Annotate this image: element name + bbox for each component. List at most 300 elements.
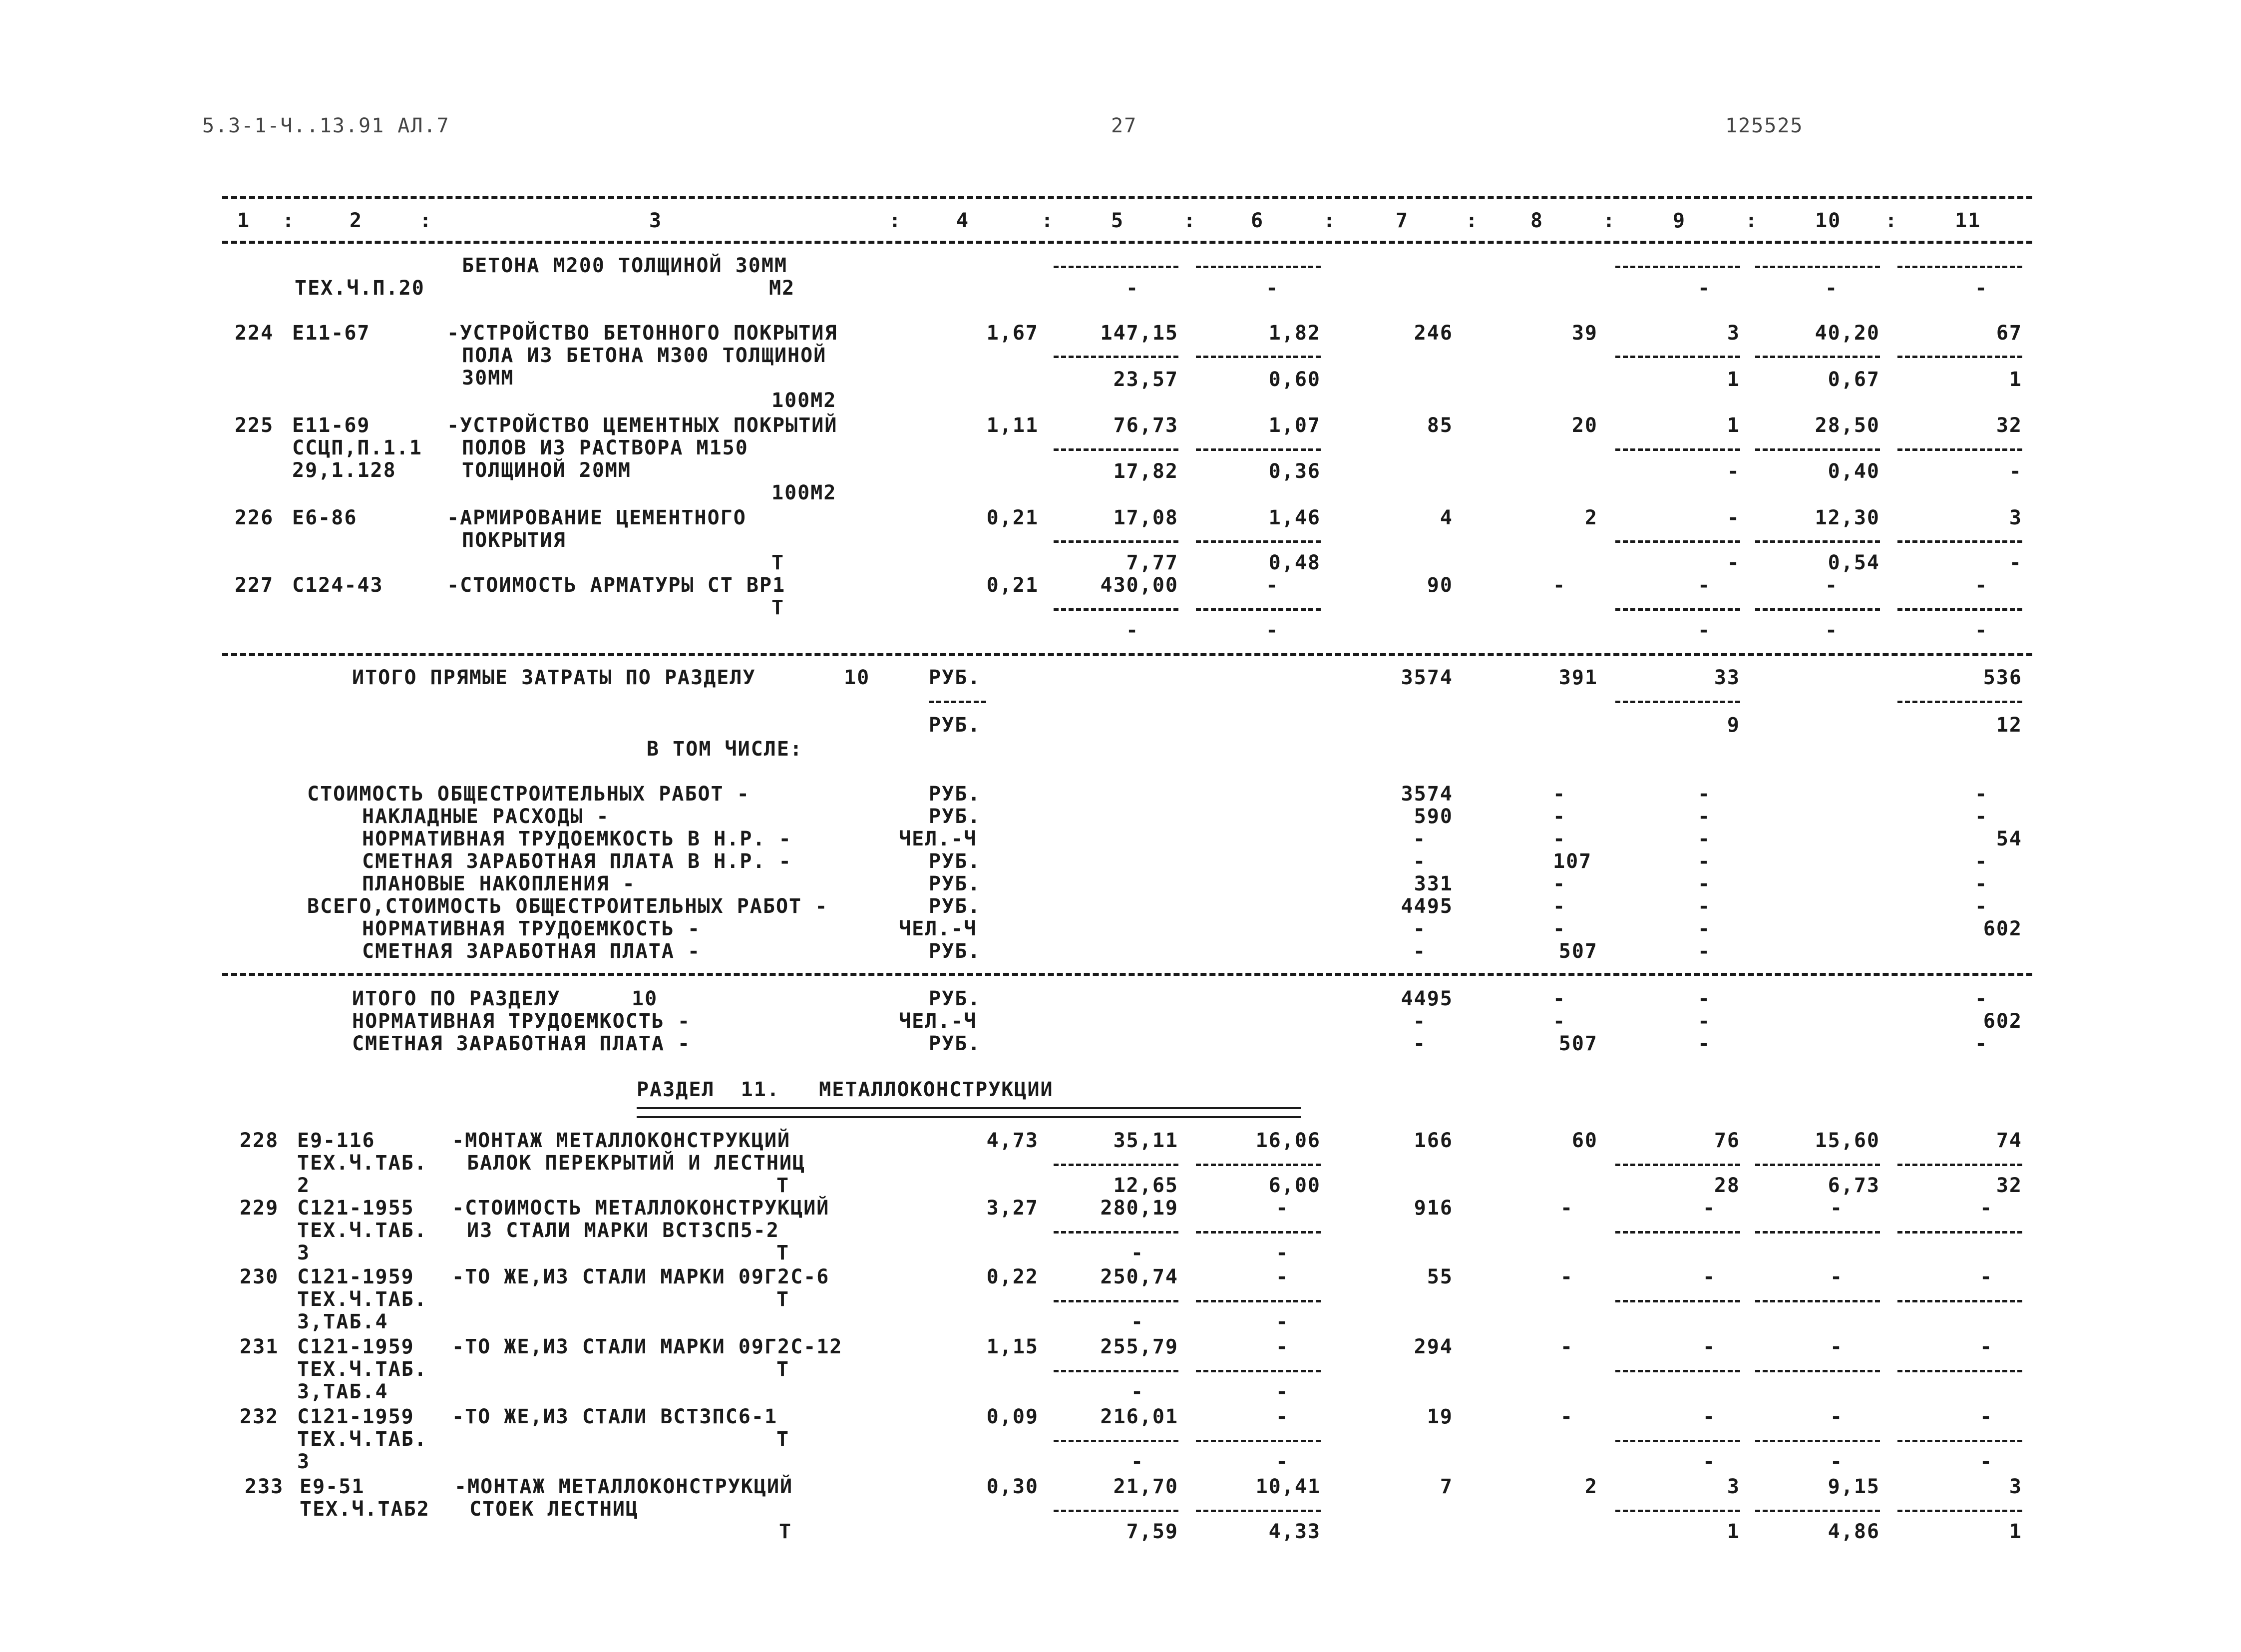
row-dash — [1615, 1440, 1740, 1442]
row-c11b: - — [2009, 551, 2022, 574]
summary-c9: - — [1698, 872, 1711, 895]
row-description: -МОНТАЖ МЕТАЛЛОКОНСТРУКЦИЙ — [452, 1129, 791, 1152]
row-c7: 294 — [1414, 1335, 1453, 1358]
row-number: 227 — [235, 574, 274, 597]
total-razdel: 10 — [844, 666, 870, 689]
row-dash — [1196, 1510, 1321, 1512]
header-rule-bottom — [222, 241, 2032, 244]
total-c11: 536 — [1983, 666, 2022, 689]
row-c9: - — [1703, 1405, 1716, 1428]
summary-c7: 4495 — [1401, 895, 1453, 918]
row-number: 226 — [235, 506, 274, 529]
row-description: СТОЕК ЛЕСТНИЦ — [469, 1498, 639, 1521]
row-c5b: 7,59 — [1126, 1520, 1178, 1543]
row-number: 231 — [240, 1335, 279, 1358]
row-c5: 216,01 — [1100, 1405, 1178, 1428]
summary-unit: ЧЕЛ.-Ч — [899, 827, 977, 850]
row-c7: 55 — [1427, 1265, 1453, 1288]
row-dash — [1054, 1164, 1178, 1166]
section-total-c11: - — [1975, 1032, 1988, 1055]
row-code: С124-43 — [292, 574, 383, 597]
summary-unit: РУБ. — [929, 783, 981, 806]
col-sep: : — [282, 209, 296, 232]
total-dash — [1615, 701, 1740, 703]
row-c8: 20 — [1571, 414, 1598, 437]
row-c5b: - — [1131, 1450, 1144, 1473]
col-sep: : — [1466, 209, 1479, 232]
row-code: С121-1959 — [297, 1335, 414, 1358]
row-number: 233 — [245, 1475, 284, 1498]
row-number: 228 — [240, 1129, 279, 1152]
row-c11b: - — [1975, 619, 1988, 642]
row-c8: - — [1560, 1405, 1574, 1428]
row-c5b: 12,65 — [1113, 1174, 1178, 1197]
row-c10: 12,30 — [1815, 506, 1880, 529]
page-number: 27 — [1111, 114, 1137, 137]
summary-label: ПЛАНОВЫЕ НАКОПЛЕНИЯ - — [362, 872, 636, 895]
row-c6b: - — [1266, 619, 1279, 642]
col-sep: : — [1885, 209, 1898, 232]
row-dash — [1196, 448, 1321, 451]
summary-c7: - — [1413, 827, 1427, 850]
row-code: 29,1.128 — [292, 459, 396, 482]
row-c8: 60 — [1571, 1129, 1598, 1152]
row-c11: - — [1980, 1265, 1993, 1288]
row-c6: - — [1266, 574, 1279, 597]
row-dash — [1196, 356, 1321, 358]
row-c11b: 32 — [1996, 1174, 2022, 1197]
header-rule-top — [222, 196, 2032, 199]
row-code: ТЕХ.Ч.ТАБ. — [297, 1288, 427, 1311]
row-c7: 916 — [1414, 1197, 1453, 1220]
row-dash — [1897, 1510, 2022, 1512]
row-qty: 1,67 — [986, 322, 1039, 345]
summary-label: СТОИМОСТЬ ОБЩЕСТРОИТЕЛЬНЫХ РАБОТ - — [307, 783, 750, 806]
row-c10: - — [1830, 1265, 1844, 1288]
row-c5: 250,74 — [1100, 1265, 1178, 1288]
row-c9: 1 — [1727, 414, 1740, 437]
row-dash — [1897, 1164, 2022, 1166]
row-c5: 280,19 — [1100, 1197, 1178, 1220]
row-c7: 246 — [1414, 322, 1453, 345]
summary-c11: 602 — [1983, 917, 2022, 940]
row-dash — [1615, 1300, 1740, 1302]
section-total-c8: - — [1553, 987, 1566, 1010]
row-unit: Т — [776, 1428, 790, 1451]
row-c10: - — [1830, 1197, 1844, 1220]
row-c9: - — [1703, 1197, 1716, 1220]
total-c9b: 9 — [1727, 714, 1740, 737]
row-dash — [1615, 1164, 1740, 1166]
row-description: ПОЛОВ ИЗ РАСТВОРА М150 — [462, 436, 748, 459]
row-c6b: 0,60 — [1268, 368, 1321, 391]
summary-c7: 590 — [1414, 805, 1453, 828]
summary-c11: - — [1975, 872, 1988, 895]
row-c11b: - — [2009, 460, 2022, 483]
total-c7: 3574 — [1401, 666, 1453, 689]
section-total-c11: 602 — [1983, 1010, 2022, 1033]
row-qty: 0,22 — [986, 1265, 1039, 1288]
summary-c8: - — [1553, 783, 1566, 806]
row-description: -АРМИРОВАНИЕ ЦЕМЕНТНОГО — [447, 506, 747, 529]
row-qty: 0,21 — [986, 506, 1039, 529]
row-c9b: 28 — [1714, 1174, 1740, 1197]
summary-c7: 3574 — [1401, 783, 1453, 806]
row-c9: - — [1727, 506, 1740, 529]
col-sep: : — [1603, 209, 1616, 232]
row-unit: Т — [771, 596, 785, 619]
summary-label: НОРМАТИВНАЯ ТРУДОЕМКОСТЬ В Н.Р. - — [362, 827, 792, 850]
col-7: 7 — [1396, 209, 1409, 232]
summary-c11: - — [1975, 805, 1988, 828]
row-c11: 3 — [2009, 506, 2022, 529]
col-11: 11 — [1955, 209, 1981, 232]
section-total-c9: - — [1698, 1010, 1711, 1033]
row-c5: 35,11 — [1113, 1129, 1178, 1152]
row-number: 224 — [235, 322, 274, 345]
row-dash — [1755, 1370, 1880, 1372]
row-code: Е9-51 — [300, 1475, 365, 1498]
summary-c9: - — [1698, 895, 1711, 918]
summary-c7: 331 — [1414, 872, 1453, 895]
row-code: ТЕХ.Ч.ТАБ. — [297, 1152, 427, 1175]
row-description: -СТОИМОСТЬ МЕТАЛЛОКОНСТРУКЦИЙ — [452, 1197, 830, 1220]
section-total-label: СМЕТНАЯ ЗАРАБОТНАЯ ПЛАТА - — [352, 1032, 691, 1055]
row-c6: 1,46 — [1268, 506, 1321, 529]
section-total-c11: - — [1975, 987, 1988, 1010]
row-unit: Т — [776, 1174, 790, 1197]
summary-c11: - — [1975, 895, 1988, 918]
row-dash — [1054, 448, 1178, 451]
total-label: ИТОГО ПРЯМЫЕ ЗАТРАТЫ ПО РАЗДЕЛУ — [352, 666, 756, 689]
section-title-underline — [637, 1107, 1301, 1118]
section-title: РАЗДЕЛ 11. МЕТАЛЛОКОНСТРУКЦИИ — [637, 1078, 1054, 1101]
row-c9b: 1 — [1727, 368, 1740, 391]
row-c5: 147,15 — [1100, 322, 1178, 345]
row-c7: 4 — [1440, 506, 1453, 529]
row-dash — [1897, 608, 2022, 611]
cont-dash — [1054, 266, 1178, 268]
row-qty: 4,73 — [986, 1129, 1039, 1152]
including-heading: В ТОМ ЧИСЛЕ: — [647, 738, 803, 761]
row-dash — [1196, 540, 1321, 543]
row-dash — [1755, 356, 1880, 358]
summary-unit: РУБ. — [929, 940, 981, 963]
row-description: ТОЛЩИНОЙ 20ММ — [462, 459, 632, 482]
row-c9: 3 — [1727, 322, 1740, 345]
row-c7: 90 — [1427, 574, 1453, 597]
row-dash — [1897, 1440, 2022, 1442]
row-c10b: 6,73 — [1828, 1174, 1880, 1197]
section-end-rule — [222, 973, 2032, 976]
cont-dash — [1897, 266, 2022, 268]
section-total-c7: 4495 — [1401, 987, 1453, 1010]
cont-val: - — [1975, 277, 1988, 300]
row-qty: 0,30 — [986, 1475, 1039, 1498]
row-dash — [1054, 1300, 1178, 1302]
row-description: ПОКРЫТИЯ — [462, 529, 566, 552]
col-3: 3 — [649, 209, 663, 232]
row-c9: - — [1698, 574, 1711, 597]
summary-c8: - — [1553, 917, 1566, 940]
section-total-unit: РУБ. — [929, 987, 981, 1010]
summary-c7: - — [1413, 917, 1427, 940]
row-c9b: - — [1727, 551, 1740, 574]
summary-label: НАКЛАДНЫЕ РАСХОДЫ - — [362, 805, 610, 828]
row-c9: 3 — [1727, 1475, 1740, 1498]
summary-c9: - — [1698, 850, 1711, 873]
summary-label: СМЕТНАЯ ЗАРАБОТНАЯ ПЛАТА - — [362, 940, 701, 963]
row-c6: - — [1276, 1265, 1289, 1288]
row-c5b: 23,57 — [1113, 368, 1178, 391]
row-unit: Т — [776, 1288, 790, 1311]
row-c11: - — [1980, 1405, 1993, 1428]
summary-label: ВСЕГО,СТОИМОСТЬ ОБЩЕСТРОИТЕЛЬНЫХ РАБОТ - — [307, 895, 828, 918]
row-code: С121-1959 — [297, 1405, 414, 1428]
row-c8: 2 — [1584, 1475, 1598, 1498]
row-code: С121-1959 — [297, 1265, 414, 1288]
col-sep: : — [889, 209, 902, 232]
row-c6: 10,41 — [1255, 1475, 1321, 1498]
row-dash — [1615, 1510, 1740, 1512]
summary-c9: - — [1698, 940, 1711, 963]
row-c6: 1,07 — [1268, 414, 1321, 437]
row-dash — [1615, 356, 1740, 358]
cont-dash — [1615, 266, 1740, 268]
row-c9b: 1 — [1727, 1520, 1740, 1543]
summary-c9: - — [1698, 783, 1711, 806]
row-dash — [1615, 1370, 1740, 1372]
row-dash — [1755, 1164, 1880, 1166]
row-c5b: - — [1131, 1310, 1144, 1333]
row-code: 2 — [297, 1174, 311, 1197]
summary-c9: - — [1698, 805, 1711, 828]
row-dash — [1196, 1164, 1321, 1166]
row-code: ТЕХ.Ч.ТАБ. — [297, 1219, 427, 1242]
row-c9: - — [1703, 1335, 1716, 1358]
row-c8: - — [1553, 574, 1566, 597]
row-c9b: - — [1698, 619, 1711, 642]
row-c6: - — [1276, 1405, 1289, 1428]
row-c8: - — [1560, 1197, 1574, 1220]
summary-label: НОРМАТИВНАЯ ТРУДОЕМКОСТЬ - — [362, 917, 701, 940]
section-total-c8: 507 — [1558, 1032, 1598, 1055]
row-code: 3,ТАБ.4 — [297, 1380, 388, 1403]
col-sep: : — [1183, 209, 1197, 232]
section-total-c9: - — [1698, 987, 1711, 1010]
col-6: 6 — [1251, 209, 1264, 232]
row-c10b: 0,40 — [1828, 460, 1880, 483]
row-c6b: - — [1276, 1450, 1289, 1473]
row-c10: - — [1825, 574, 1839, 597]
row-c5b: - — [1131, 1380, 1144, 1403]
section-total-rule — [222, 653, 2032, 656]
summary-c7: - — [1413, 850, 1427, 873]
row-dash — [1897, 356, 2022, 358]
row-c6b: 6,00 — [1268, 1174, 1321, 1197]
row-dash — [1054, 1370, 1178, 1372]
total-c9: 33 — [1714, 666, 1740, 689]
archive-number: 125525 — [1725, 114, 1804, 137]
cont-unit: М2 — [769, 277, 795, 300]
row-c10: 9,15 — [1828, 1475, 1880, 1498]
row-description: -УСТРОЙСТВО ЦЕМЕНТНЫХ ПОКРЫТИЙ — [447, 414, 838, 437]
row-code: ТЕХ.Ч.ТАБ. — [297, 1358, 427, 1381]
cont-val: - — [1126, 277, 1139, 300]
row-number: 229 — [240, 1197, 279, 1220]
col-sep: : — [419, 209, 433, 232]
row-code: 3,ТАБ.4 — [297, 1310, 388, 1333]
summary-c11: - — [1975, 850, 1988, 873]
col-8: 8 — [1530, 209, 1544, 232]
row-dash — [1196, 608, 1321, 611]
row-c7: 7 — [1440, 1475, 1453, 1498]
row-c11: 32 — [1996, 414, 2022, 437]
row-c5: 17,08 — [1113, 506, 1178, 529]
row-c6: - — [1276, 1335, 1289, 1358]
summary-unit: РУБ. — [929, 872, 981, 895]
row-code: Е6-86 — [292, 506, 358, 529]
section-total-label: ИТОГО ПО РАЗДЕЛУ — [352, 987, 561, 1010]
row-c5: 430,00 — [1100, 574, 1178, 597]
document-code: 5.3-1-Ч..13.91 АЛ.7 — [202, 114, 450, 137]
row-unit: 100М2 — [771, 481, 837, 504]
row-c6: 1,82 — [1268, 322, 1321, 345]
row-description: -ТО ЖЕ,ИЗ СТАЛИ МАРКИ 09Г2С-6 — [452, 1265, 830, 1288]
row-unit: 100М2 — [771, 389, 837, 412]
row-dash — [1615, 540, 1740, 543]
summary-c8: 107 — [1553, 850, 1592, 873]
section-total-razdel: 10 — [632, 987, 658, 1010]
cont-dash — [1755, 266, 1880, 268]
row-description: БАЛОК ПЕРЕКРЫТИЙ И ЛЕСТНИЦ — [467, 1152, 806, 1175]
row-dash — [1755, 1510, 1880, 1512]
row-dash — [1054, 1231, 1178, 1234]
summary-c8: - — [1553, 805, 1566, 828]
row-c5b: - — [1131, 1241, 1144, 1264]
row-c6b: 4,33 — [1268, 1520, 1321, 1543]
row-c8: - — [1560, 1265, 1574, 1288]
row-dash — [1755, 448, 1880, 451]
row-description: -ТО ЖЕ,ИЗ СТАЛИ ВСТ3ПС6-1 — [452, 1405, 778, 1428]
row-description: -МОНТАЖ МЕТАЛЛОКОНСТРУКЦИЙ — [454, 1475, 793, 1498]
total-c11b: 12 — [1996, 714, 2022, 737]
row-code: 3 — [297, 1450, 311, 1473]
summary-unit: РУБ. — [929, 895, 981, 918]
row-number: 232 — [240, 1405, 279, 1428]
total-unit: РУБ. — [929, 714, 981, 737]
row-c5b: 7,77 — [1126, 551, 1178, 574]
row-c10b: - — [1825, 619, 1839, 642]
summary-unit: РУБ. — [929, 805, 981, 828]
row-c6b: 0,48 — [1268, 551, 1321, 574]
row-dash — [1196, 1231, 1321, 1234]
row-c11: 3 — [2009, 1475, 2022, 1498]
row-c11: - — [1980, 1197, 1993, 1220]
row-c10b: 0,67 — [1828, 368, 1880, 391]
total-dash — [1897, 701, 2022, 703]
row-dash — [1755, 1440, 1880, 1442]
row-dash — [1196, 1300, 1321, 1302]
row-number: 225 — [235, 414, 274, 437]
total-unit: РУБ. — [929, 666, 981, 689]
cont-code: ТЕХ.Ч.П.20 — [295, 277, 425, 300]
total-unit-dash — [929, 701, 986, 703]
row-dash — [1196, 1370, 1321, 1372]
row-code: 3 — [297, 1241, 311, 1264]
row-c11: 74 — [1996, 1129, 2022, 1152]
row-c7: 19 — [1427, 1405, 1453, 1428]
row-qty: 0,09 — [986, 1405, 1039, 1428]
col-2: 2 — [350, 209, 363, 232]
row-c5: 76,73 — [1113, 414, 1178, 437]
row-dash — [1615, 448, 1740, 451]
row-unit: Т — [776, 1241, 790, 1264]
row-c6: 16,06 — [1255, 1129, 1321, 1152]
row-c10: 40,20 — [1815, 322, 1880, 345]
row-c8: 39 — [1571, 322, 1598, 345]
row-dash — [1054, 608, 1178, 611]
row-unit: Т — [776, 1358, 790, 1381]
row-c9: 76 — [1714, 1129, 1740, 1152]
row-description: ИЗ СТАЛИ МАРКИ ВСТ3СП5-2 — [467, 1219, 779, 1242]
row-c5b: - — [1126, 619, 1139, 642]
section-total-label: НОРМАТИВНАЯ ТРУДОЕМКОСТЬ - — [352, 1010, 691, 1033]
section-total-unit: РУБ. — [929, 1032, 981, 1055]
col-1: 1 — [237, 209, 251, 232]
cont-val: - — [1266, 277, 1279, 300]
row-c5b: 17,82 — [1113, 460, 1178, 483]
row-c11b: 1 — [2009, 1520, 2022, 1543]
row-c7: 85 — [1427, 414, 1453, 437]
summary-c8: - — [1553, 872, 1566, 895]
row-c9b: - — [1703, 1450, 1716, 1473]
row-code: С121-1955 — [297, 1197, 414, 1220]
row-description: -УСТРОЙСТВО БЕТОННОГО ПОКРЫТИЯ — [447, 322, 838, 345]
summary-unit: ЧЕЛ.-Ч — [899, 917, 977, 940]
col-4: 4 — [956, 209, 970, 232]
row-c10: 28,50 — [1815, 414, 1880, 437]
row-description: -СТОИМОСТЬ АРМАТУРЫ СТ ВР1 — [447, 574, 786, 597]
summary-c11: 54 — [1996, 827, 2022, 850]
col-sep: : — [1745, 209, 1759, 232]
section-total-c7: - — [1413, 1032, 1427, 1055]
row-unit: Т — [779, 1520, 792, 1543]
section-total-c8: - — [1553, 1010, 1566, 1033]
row-dash — [1755, 1231, 1880, 1234]
row-c9b: - — [1727, 460, 1740, 483]
row-c11: - — [1980, 1335, 1993, 1358]
section-total-c7: - — [1413, 1010, 1427, 1033]
row-c11b: 1 — [2009, 368, 2022, 391]
col-5: 5 — [1111, 209, 1124, 232]
summary-c9: - — [1698, 917, 1711, 940]
row-dash — [1897, 540, 2022, 543]
col-sep: : — [1323, 209, 1337, 232]
row-dash — [1054, 1440, 1178, 1442]
row-c10b: - — [1830, 1450, 1844, 1473]
row-c8: 2 — [1584, 506, 1598, 529]
row-dash — [1897, 448, 2022, 451]
row-code: ТЕХ.Ч.ТАБ2 — [300, 1498, 430, 1521]
row-qty: 1,11 — [986, 414, 1039, 437]
row-dash — [1897, 1370, 2022, 1372]
summary-c9: - — [1698, 827, 1711, 850]
row-dash — [1755, 540, 1880, 543]
section-total-unit: ЧЕЛ.-Ч — [899, 1010, 977, 1033]
row-description: 30ММ — [462, 367, 514, 390]
cont-description: БЕТОНА М200 ТОЛЩИНОЙ 30ММ — [462, 254, 788, 277]
